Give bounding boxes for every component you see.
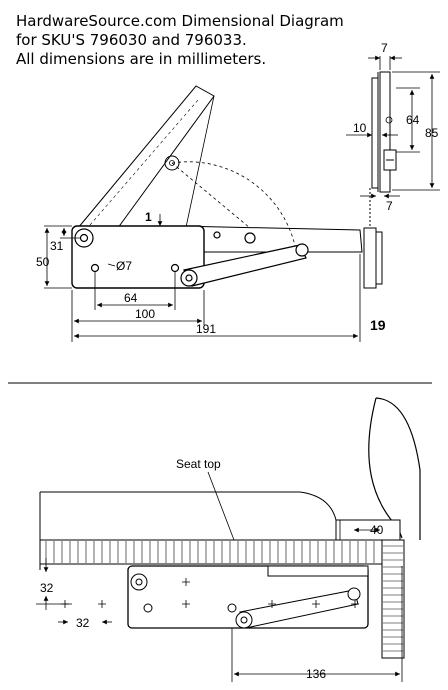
dim-label-136: 136 — [306, 667, 327, 681]
link-pivot-outer — [181, 270, 197, 286]
side-plate-left — [372, 78, 378, 188]
dim-label-side-19: 19 — [370, 317, 386, 333]
dim-label-40: 40 — [370, 523, 384, 537]
arm-swing-line — [172, 163, 250, 228]
crosshair-mark — [98, 600, 106, 608]
dim-label-side-7-bottom: 7 — [386, 199, 393, 213]
dim-label-32-vertical: 32 — [40, 581, 54, 595]
dim-label-side-7-top: 7 — [381, 41, 388, 55]
seat-board — [40, 540, 402, 564]
installed-view — [40, 398, 420, 658]
dim-label-hole: Ø7 — [116, 259, 133, 273]
seat-label-leader — [208, 472, 234, 540]
title-line-1: HardwareSource.com Dimensional Diagram — [16, 12, 344, 30]
bottom-link-end — [348, 588, 360, 600]
dim-label-32-horizontal: 32 — [76, 616, 90, 630]
upper-arm-pivot — [245, 233, 255, 243]
dim-label-50: 50 — [36, 255, 50, 269]
bottom-link-pivot — [236, 612, 252, 628]
dim-label-1: 1 — [145, 210, 152, 224]
dim-label-31: 31 — [50, 239, 64, 253]
link-pivot-end — [296, 244, 308, 256]
open-arm-inner — [90, 100, 198, 225]
wall-board — [382, 540, 404, 658]
side-plate-right — [380, 72, 390, 192]
backrest-outline — [369, 398, 402, 538]
dim-label-191: 191 — [196, 322, 217, 336]
title-line-3: All dimensions are in millimeters. — [16, 50, 267, 68]
bottom-upper-arm — [268, 566, 368, 576]
bottom-pivot-outer — [131, 574, 147, 590]
dim-label-side-85: 85 — [425, 126, 439, 140]
seat-cushion — [40, 492, 336, 540]
upper-arm-hole — [214, 232, 220, 238]
backrest-right — [376, 398, 420, 540]
side-base — [364, 228, 376, 288]
dim-label-side-64: 64 — [406, 113, 420, 127]
dim-label-64: 64 — [124, 291, 138, 305]
dim-label-100: 100 — [135, 307, 156, 321]
hinge-side-view — [364, 72, 396, 288]
hinge-front-view — [72, 86, 362, 288]
dim-label-side-10: 10 — [353, 121, 367, 135]
closed-arm — [178, 226, 362, 252]
seat-top-label: Seat top — [176, 457, 221, 471]
title-line-2: for SKU'S 796030 and 796033. — [16, 31, 247, 49]
